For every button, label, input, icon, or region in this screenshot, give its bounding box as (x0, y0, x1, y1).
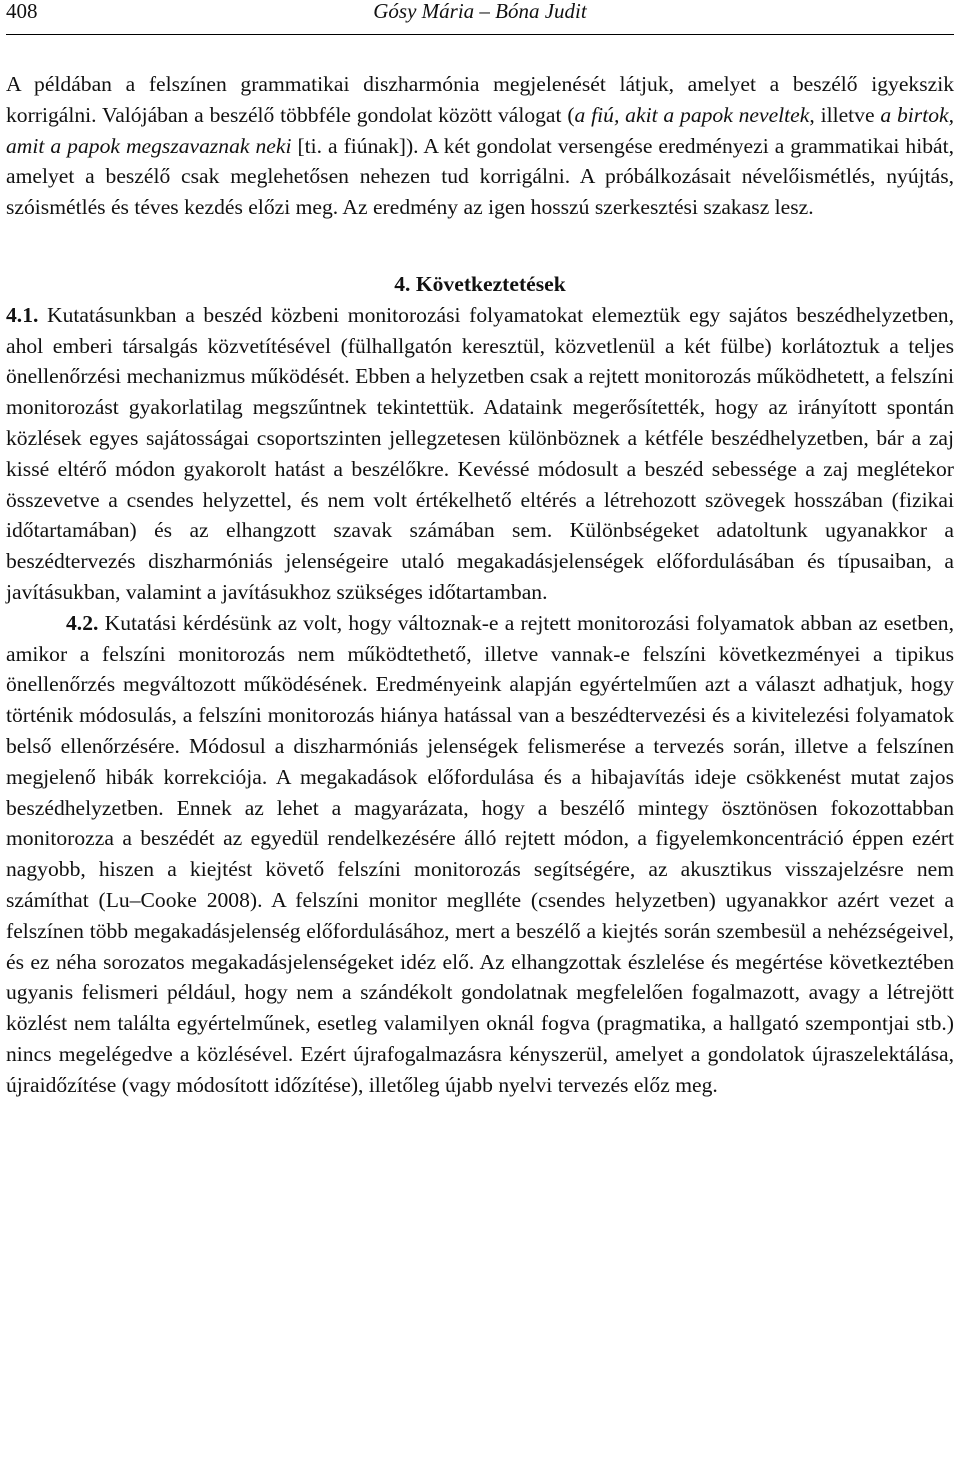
body-text (6, 69, 954, 1101)
section-heading: 4. Következtetések (394, 271, 566, 296)
paragraph-number-4-1: 4.1. (6, 302, 39, 327)
intro-paragraph (6, 69, 954, 223)
running-header (6, 0, 954, 35)
intro-text-part1: A példában a felszínen grammatikai diszharmónia megjelenését látjuk, amelyet a beszélő igyekszik korrigálni. Valójában a beszélő többféle gondolat között válogat ( (6, 72, 954, 127)
page-number: 408 (6, 0, 38, 23)
intro-italic-example2: a birtok, amit a papok megszavaznak neki (6, 102, 954, 158)
running-header-authors: Gósy Mária – Bóna Judit (373, 0, 587, 23)
intro-text-part3: [ti. a fiúnak]). A két gondolat versengése eredményezi a grammatikai hibát, amelyet a beszélő csak meglehetősen nehezen tud korrigálni. A próbálkozásait névelőismétlés, nyújtás, szóismétlés és téves kezdés előzi meg. Az eredmény az igen hosszú szerkesztési szakasz lesz. (6, 133, 954, 220)
paragraph-4-2 (6, 608, 954, 1101)
paragraph-4-1 (6, 300, 954, 608)
paragraph-number-4-2: 4.2. (66, 610, 99, 635)
paragraph-4-1-text: Kutatásunkban a beszéd közbeni monitorozási folyamatokat elemeztük egy sajátos beszédhelyzetben, ahol emberi társalgás közvetítésével (fülhallgatón keresztül, közvetlenül a két fülbe) korlátoztuk a teljes önellenőrzési mechanizmus működését. Ebben a helyzetben csak a rejtett monitorozás működhetett, a felszíni monitorozást gyakorlatilag megszűntnek tekintettük. Adataink megerősítették, hogy az irányított spontán közlések egyes sajátosságai csoportszinten jellegzetesen különböznek a kétféle beszédhelyzetben, bár a zaj kissé eltérő módon gyakorolt hatást a beszélőkre. Kevéssé módosult a beszéd sebessége a zaj meglétekor összevetve a csendes helyzettel, és nem volt értékelhető eltérés a létrehozott szövegek hosszában (fizikai időtartamában) és az elhangzott szavak számában sem. Különbségeket adatoltunk ugyanakkor a beszédtervezés diszharmóniás jelenségeire utaló megakadásjelenségek előfordulásában és típusaiban, a javításukban, valamint a javításukhoz szükséges időtartamban. (6, 302, 954, 604)
intro-italic-example: a fiú, akit a papok neveltek (574, 102, 810, 127)
paragraph-4-2-text: Kutatási kérdésünk az volt, hogy változnak-e a rejtett monitorozási folyamatok abban az esetben, amikor a felszíni monitorozás nem működtethető, illetve vannak-e felszíni következményei a tipikus önellenőrzés megváltozott működésének. Eredményeink alapján egyértelműen azt a választ adhatjuk, hogy történik módosulás, a felszíni monitorozás hiánya hatással van a beszédtervezési és a kivitelezési folyamatok belső ellenőrzésére. Módosul a diszharmóniás jelenségek felismerése a tervezés során, illetve a felszínen megjelenő hibák korrekciója. A megakadások előfordulása és a hibajavítás ideje csökkenést mutat zajos beszédhelyzetben. Ennek az lehet a magyarázata, hogy a beszélő mintegy ösztönösen fokozottabban monitorozza a beszédét az egyedül rendelkezésére álló rejtett módon, a figyelemkoncentráció éppen ezért nagyobb, hiszen a kiejtést követő felszíni monitorozás segítségére, az akusztikus visszajelzésre nem számíthat (Lu–Cooke 2008). A felszíni monitor meglléte (csendes helyzetben) ugyanakkor azért vezet a felszínen több megakadásjelenség előfordulásához, mert a beszélő a kiejtés során szembesül a nehézségeivel, és ez néha sorozatos megakadásjelenségeket idéz elő. Az elhangzottak észlelése és megértése következtében ugyanis felismeri például, hogy nem a szándékolt gondolatnak megfelelően fogalmazott, avagy a létrejött közlést nem találta egyértelműnek, esetleg valamilyen oknál fogva (pragmatika, a hallgató szempontjai stb.) nincs megelégedve a közlésével. Ezért újrafogalmazásra kényszerül, amelyet a gondolatok újraszelektálása, újraidőzítése (vagy módosított időzítése), illetőleg újabb nyelvi tervezés előz meg. (6, 610, 954, 1097)
document-page (6, 0, 954, 1101)
intro-text-part2: , illetve (809, 102, 881, 127)
